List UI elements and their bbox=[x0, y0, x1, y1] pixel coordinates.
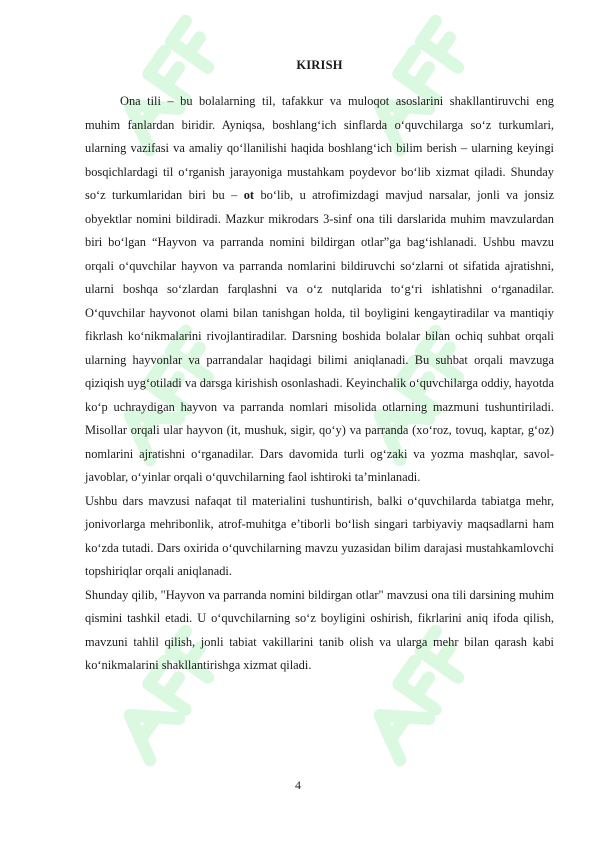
document-body bbox=[85, 90, 554, 678]
page-number: 4 bbox=[295, 778, 301, 792]
text-segment: Ushbu dars mavzusi nafaqat til materialini tushuntirish, balki o‘quvchilarda tabiatga mehr, jonivorlarga mehribonlik, atrof-muhitga e’tiborli bo‘lish singari tarbiyaviy maqsadlarni ham ko‘zda tutadi. Dars oxirida o‘quvchilarning mavzu yuzasidan bilim darajasi mustahkamlovchi topshiriqlar orqali aniqlanadi. bbox=[85, 493, 554, 578]
body-paragraph bbox=[85, 584, 554, 678]
body-paragraph bbox=[85, 90, 554, 490]
text-segment: bo‘lib, u atrofimizdagi mavjud narsalar, jonli va jonsiz obyektlar nomini bildiradi. Mazkur mikrodars 3-sinf ona tili darslarida muhim mavzulardan biri bo‘lgan “Hayvon va parranda nomini bildirgan otlar”ga bag‘ishlanadi. Ushbu mavzu orqali o‘quvchilar hayvon va parranda nomlarini bildiruvchi so‘zlarni ot sifatida ajratishni, ularni boshqa so‘zlardan farqlashni va o‘z nutqlarida to‘g‘ri ishlatishni o‘rganadilar. O‘quvchilar hayvonot olami bilan tanishgan holda, til boyligini kengaytiradilar va mantiqiy fikrlash ko‘nikmalarini rivojlantiradilar. Darsning boshida bolalar bilan ochiq suhbat orqali ularning hayvonlar va parrandalar haqidagi bilimi aniqlanadi. Bu suhbat orqali mavzuga qiziqish uyg‘otiladi va darsga kirishish osonlashadi. Keyinchalik o‘quvchilarga oddiy, hayotda ko‘p uchraydigan hayvon va parranda nomlari misolida otlarning mazmuni tushuntiriladi. Misollar orqali ular hayvon (it, mushuk, sigir, qo‘y) va parranda (xo‘roz, tovuq, kaptar, g‘oz) nomlarini ajratishni o‘rganadilar. Dars davomida turli og‘zaki va yozma mashqlar, savol-javoblar, o‘yinlar orqali o‘quvchilarning faol ishtiroki ta’minlanadi. bbox=[85, 188, 554, 484]
text-segment: Ona tili – bu bolalarning til, tafakkur va muloqot asoslarini shakllantiruvchi eng muhim fanlardan biridir. Ayniqsa, boshlang‘ich sinflarda o‘quvchilarga so‘z turkumlari, ularning vazifasi va amaliy qo‘llanilishi haqida boshlang‘ich bilim berish – ularning keyingi bosqichlardagi til o‘rganish jarayoniga mustahkam poydevor bo‘lib xizmat qiladi. Shunday so‘z turkumlaridan biri bu – bbox=[85, 94, 554, 202]
document-page bbox=[85, 58, 554, 678]
body-paragraph bbox=[85, 490, 554, 584]
bold-term: ot bbox=[243, 188, 255, 202]
document-title: KIRISH bbox=[296, 58, 343, 72]
text-segment: Shunday qilib, "Hayvon va parranda nomini bildirgan otlar" mavzusi ona tili darsining muhim qismini tashkil etadi. U o‘quvchilarning so‘z boyligini oshirish, fikrlarini aniq ifoda qilish, mavzuni tahlil qilish, jonli tabiat vakillarini tanib olish va ularga mehr bilan qarash kabi ko‘nikmalarini shakllantirishga xizmat qiladi. bbox=[85, 587, 554, 672]
